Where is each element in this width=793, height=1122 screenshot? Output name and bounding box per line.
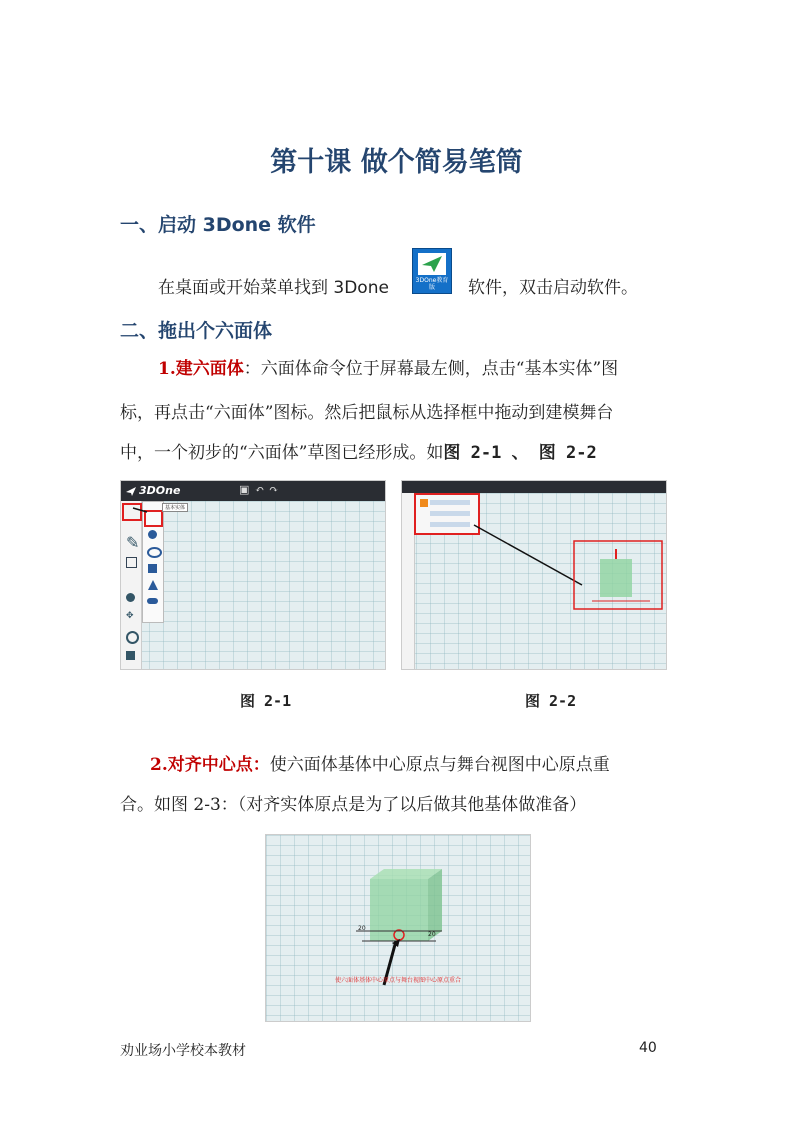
save-icon[interactable]: ▣ bbox=[239, 483, 250, 496]
figure-2-3-drawing bbox=[266, 835, 530, 1021]
hexahedron-body bbox=[370, 879, 428, 941]
step1-figure-ref: 图 2-1 、 图 2-2 bbox=[443, 443, 597, 463]
pointer-arrow bbox=[474, 525, 582, 585]
sketch-icon[interactable]: ✎ bbox=[126, 533, 140, 552]
step1-line2: 标，再点击“六面体”图标。然后把鼠标从选择框中拖动到建模舞台 bbox=[120, 403, 614, 423]
figure-2-3-note: 使六面体基体中心原点与舞台视图中心原点重合 bbox=[334, 977, 461, 984]
figure-2-2 bbox=[401, 480, 667, 670]
step1-line3-text: 中，一个初步的“六面体”草图已经形成。如 bbox=[120, 443, 444, 463]
undo-icon[interactable]: ↶ bbox=[255, 483, 265, 496]
step2-line2: 合。如图 2-3：（对齐实体原点是为了以后做其他基体做准备） bbox=[120, 795, 587, 815]
figure-2-1 bbox=[120, 480, 386, 670]
figure-2-1-caption: 图 2-1 bbox=[240, 692, 292, 710]
step1-line1 bbox=[158, 352, 688, 386]
3done-app-icon[interactable] bbox=[412, 248, 452, 294]
figure-2-3 bbox=[265, 834, 531, 1022]
step2-line1 bbox=[150, 748, 690, 782]
figure-2-2-caption: 图 2-2 bbox=[525, 692, 577, 710]
figure-2-2-drawing bbox=[402, 481, 666, 669]
hexahedron-preview bbox=[600, 559, 632, 597]
section1-heading: 一、启动 3Done 软件 bbox=[120, 214, 316, 236]
step1-line3 bbox=[120, 436, 680, 470]
3done-icon-label: 3DOne教育版 bbox=[415, 277, 449, 291]
section1-text-after: 软件，双击启动软件。 bbox=[468, 278, 638, 298]
move-icon[interactable]: ✥ bbox=[126, 611, 134, 621]
step2-label: 2.对齐中心点： bbox=[150, 755, 270, 775]
footer-left: 劝业场小学校本教材 bbox=[120, 1043, 246, 1059]
dimension-b: 20 bbox=[428, 931, 436, 938]
tooltip: 基本实体 bbox=[162, 503, 188, 512]
dimension-a: 20 bbox=[358, 925, 366, 932]
paper-plane-icon bbox=[418, 253, 446, 275]
app-logo: 3DOne bbox=[139, 484, 181, 497]
step2-text: 使六面体基体中心原点与舞台视图中心原点重 bbox=[269, 755, 610, 775]
step1-text: ：六面体命令位于屏幕最左侧，点击“基本实体”图 bbox=[243, 359, 619, 379]
page-number: 40 bbox=[639, 1040, 657, 1056]
section1-text-before: 在桌面或开始菜单找到 3Done bbox=[158, 278, 389, 298]
step1-label: 1.建六面体 bbox=[158, 359, 244, 379]
section2-heading: 二、拖出个六面体 bbox=[120, 320, 273, 342]
drag-arrow bbox=[121, 481, 385, 669]
redo-icon[interactable]: ↷ bbox=[269, 483, 279, 496]
page-title: 第十课 做个简易笔筒 bbox=[270, 147, 523, 178]
